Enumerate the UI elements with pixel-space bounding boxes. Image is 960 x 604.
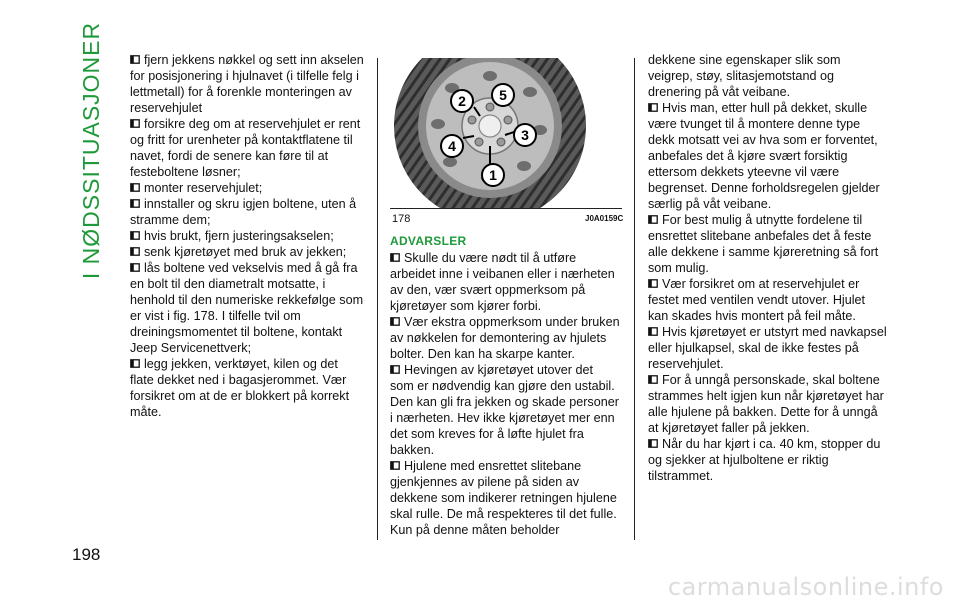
bullet-icon bbox=[390, 461, 400, 470]
bullet-icon bbox=[390, 365, 400, 374]
bullet-icon bbox=[648, 375, 658, 384]
paragraph bbox=[648, 52, 888, 100]
warnings-column bbox=[390, 233, 620, 538]
page-number: 198 bbox=[72, 545, 101, 564]
svg-text:2: 2 bbox=[458, 93, 466, 109]
bullet-icon bbox=[648, 327, 658, 336]
paragraph bbox=[130, 52, 365, 116]
paragraph-text: legg jekken, verktøyet, kilen og det flate dekket ned i bagasjerommet. Vær forsikret om at de er blokkert på korrekt måte. bbox=[130, 357, 350, 419]
paragraph-text: For å unngå personskade, skal boltene strammes helt igjen kun når kjøretøyet har alle hjulene på bakken. Dette for å unngå at kjøretøyet faller på jekken. bbox=[648, 373, 884, 435]
paragraph bbox=[648, 276, 888, 324]
paragraph bbox=[130, 116, 365, 180]
column-divider-1 bbox=[377, 58, 378, 540]
section-title-text: I NØDSSITUASJONER bbox=[78, 21, 105, 279]
bullet-icon bbox=[648, 215, 658, 224]
svg-text:3: 3 bbox=[521, 127, 529, 143]
paragraph bbox=[390, 314, 620, 362]
bullet-icon bbox=[390, 317, 400, 326]
callout-5 bbox=[492, 84, 514, 106]
paragraph bbox=[130, 180, 365, 196]
bullet-icon bbox=[390, 253, 400, 262]
wheel-illustration bbox=[390, 58, 622, 208]
callout-4 bbox=[441, 135, 463, 157]
callout-2 bbox=[451, 90, 473, 112]
paragraph-text: Skulle du være nødt til å utføre arbeidet inne i veibanen eller i nærheten av den, vær svært oppmerksom på kjøretøyer som kjører forbi. bbox=[390, 251, 615, 313]
figure-rule bbox=[390, 208, 622, 209]
figure-number: 178 bbox=[392, 213, 411, 225]
paragraph bbox=[130, 356, 365, 420]
bullet-icon bbox=[130, 119, 140, 128]
paragraph-text: Vær forsikret om at reservehjulet er festet med ventilen vendt utover. Hjulet kan skades hvis montert på feil måte. bbox=[648, 277, 866, 323]
paragraph-text: dekkene sine egenskaper slik som veigrep, støy, slitasjemotstand og drenering på våt veibane. bbox=[648, 53, 841, 99]
paragraph bbox=[130, 196, 365, 228]
paragraph bbox=[130, 228, 365, 244]
bullet-icon bbox=[130, 247, 140, 256]
paragraph bbox=[648, 372, 888, 436]
callout-1 bbox=[482, 164, 504, 186]
bullet-icon bbox=[130, 263, 140, 272]
paragraph-text: Hvis kjøretøyet er utstyrt med navkapsel eller hjulkapsel, skal de ikke festes på reservehjulet. bbox=[648, 325, 887, 371]
bullet-icon bbox=[130, 199, 140, 208]
bullet-icon bbox=[130, 55, 140, 64]
bullet-icon bbox=[130, 231, 140, 240]
warnings-heading: ADVARSLER bbox=[390, 234, 467, 248]
svg-text:5: 5 bbox=[499, 87, 507, 103]
figure-wheel bbox=[390, 58, 622, 208]
paragraph-text: Når du har kjørt i ca. 40 km, stopper du og sjekker at hjulboltene er riktig tilstrammet. bbox=[648, 437, 881, 483]
bullet-icon bbox=[130, 183, 140, 192]
instructions-column bbox=[130, 52, 365, 420]
callout-3 bbox=[514, 124, 536, 146]
paragraph bbox=[648, 324, 888, 372]
paragraph bbox=[648, 100, 888, 212]
watermark: carmanualsonline.info bbox=[667, 573, 944, 601]
paragraph bbox=[390, 458, 620, 538]
paragraph-text: forsikre deg om at reservehjulet er rent og fritt for urenheter på kontaktflatene til navet, fordi de senere kan føre til at festeboltene løsner; bbox=[130, 117, 361, 179]
paragraph-text: monter reservehjulet; bbox=[144, 181, 263, 195]
paragraph-text: fjern jekkens nøkkel og sett inn akselen for posisjonering i hjulnavet (i tilfelle felg i lettmetall) for å forenkle monteringen av reservehjulet bbox=[130, 53, 364, 115]
bullet-icon bbox=[648, 279, 658, 288]
paragraph-text: innstaller og skru igjen boltene, uten å stramme dem; bbox=[130, 197, 357, 227]
column-divider-2 bbox=[634, 58, 635, 540]
paragraph bbox=[390, 362, 620, 458]
paragraph-text: hvis brukt, fjern justeringsakselen; bbox=[144, 229, 334, 243]
paragraph-text: Hvis man, etter hull på dekket, skulle være tvunget til å montere denne type dekk motsatt vei av hva som er forventet, anbefales det å kjøre svært forsiktig ettersom dekkets yteevne vil være begrenset. Denne forholdsregelen gjelder særlig på våt veibane. bbox=[648, 101, 880, 211]
paragraph-text: Vær ekstra oppmerksom under bruken av nøkkelen for demontering av hjulets bolter. Den kan ha skarpe kanter. bbox=[390, 315, 620, 361]
bullet-icon bbox=[130, 359, 140, 368]
figure-code: J0A0159C bbox=[585, 214, 624, 223]
paragraph-text: For best mulig å utnytte fordelene til ensrettet slitebane anbefales det å feste alle dekkene i samme kjøreretning så fort som mulig. bbox=[648, 213, 879, 275]
paragraph bbox=[648, 436, 888, 484]
paragraph bbox=[648, 212, 888, 276]
hub-icon bbox=[479, 115, 501, 137]
warnings-continued-column bbox=[648, 52, 888, 484]
paragraph bbox=[390, 250, 620, 314]
section-title bbox=[70, 21, 114, 279]
bullet-icon bbox=[648, 103, 658, 112]
svg-text:1: 1 bbox=[489, 167, 497, 183]
paragraph bbox=[130, 260, 365, 356]
svg-text:4: 4 bbox=[448, 138, 456, 154]
bullet-icon bbox=[648, 439, 658, 448]
paragraph-text: Hevingen av kjøretøyet utover det som er nødvendig kan gjøre den ustabil. Den kan gli fra jekken og skade personer i nærheten. Hev ikke kjøretøyet mer enn det som kreves for å løfte hjulet fra bakken. bbox=[390, 363, 619, 457]
paragraph-text: Hjulene med ensrettet slitebane gjenkjennes av pilene på siden av dekkene som indikerer retningen hjulene skal rulle. De må respekteres til det fulle. Kun på denne måten beholder bbox=[390, 459, 617, 537]
paragraph bbox=[130, 244, 365, 260]
paragraph-text: lås boltene ved vekselvis med å gå fra en bolt til den diametralt motsatte, i henhold til den numeriske rekkefølge som er vist i fig. 178. I tilfelle tvil om dreiningsmomentet til boltene, kontakt Jeep Servicenettverk; bbox=[130, 261, 364, 355]
paragraph-text: senk kjøretøyet med bruk av jekken; bbox=[144, 245, 347, 259]
